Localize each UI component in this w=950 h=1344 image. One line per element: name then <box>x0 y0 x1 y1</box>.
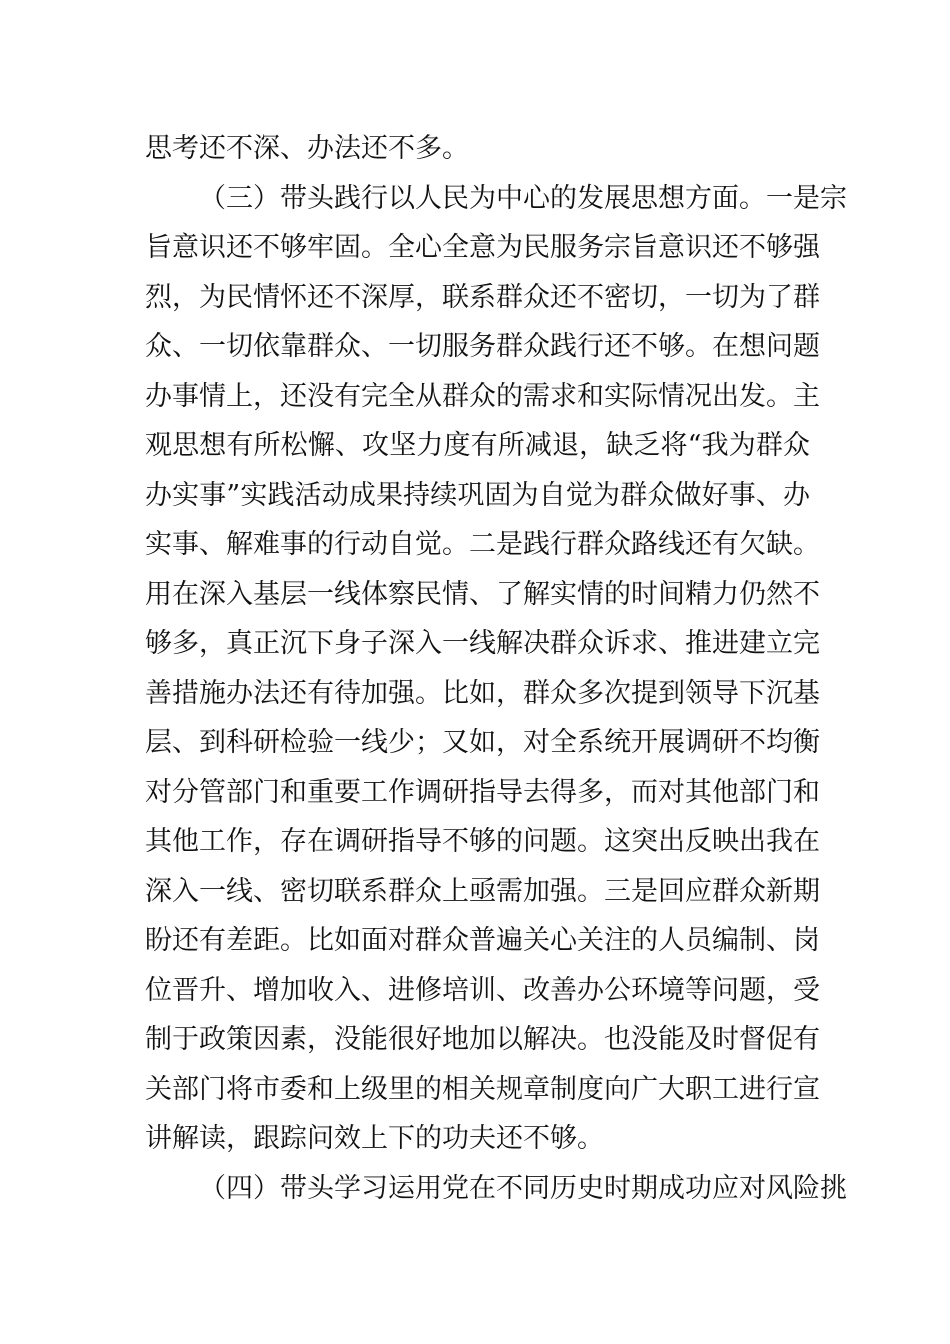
text-line: 够多，真正沉下身子深入一线解决群众诉求、推进建立完 <box>145 628 820 659</box>
text-line: 深入一线、密切联系群众上亟需加强。三是回应群众新期 <box>145 875 820 907</box>
text-line: 实事、解难事的行动自觉。二是践行群众路线还有欠缺。 <box>145 529 820 560</box>
text-line: 思考还不深、办法还不多。 <box>145 133 469 164</box>
body-text <box>145 124 847 1213</box>
text-line: 盼还有差距。比如面对群众普遍关心关注的人员编制、岗 <box>145 925 820 956</box>
text-line: 其他工作，存在调研指导不够的问题。这突出反映出我在 <box>145 826 820 857</box>
text-line: 层、到科研检验一线少；又如，对全系统开展调研不均衡 <box>145 727 820 758</box>
text-line: 对分管部门和重要工作调研指导去得多，而对其他部门和 <box>145 776 820 808</box>
text-line: 众、一切依靠群众、一切服务群众践行还不够。在想问题 <box>145 331 820 362</box>
section-heading-four: （四）带头学习运用党在不同历史时期成功应对风险挑 <box>199 1172 847 1204</box>
section-heading-three: （三）带头践行以人民为中心的发展思想方面。一是宗 <box>199 182 847 214</box>
text-line: 讲解读，跟踪问效上下的功夫还不够。 <box>145 1123 604 1154</box>
text-line: 善措施办法还有待加强。比如，群众多次提到领导下沉基 <box>145 677 820 709</box>
text-line: 制于政策因素，没能很好地加以解决。也没能及时督促有 <box>145 1024 820 1055</box>
text-line: 烈，为民情怀还不深厚，联系群众还不密切，一切为了群 <box>145 281 820 313</box>
text-line: 旨意识还不够牢固。全心全意为民服务宗旨意识还不够强 <box>145 232 820 263</box>
text-line: 关部门将市委和上级里的相关规章制度向广大职工进行宣 <box>145 1073 820 1105</box>
text-line: 办实事”实践活动成果持续巩固为自觉为群众做好事、办 <box>145 479 810 511</box>
text-line: 位晋升、增加收入、进修培训、改善办公环境等问题，受 <box>145 974 820 1006</box>
text-line: 观思想有所松懈、攻坚力度有所减退，缺乏将“我为群众 <box>145 430 810 461</box>
text-line: 办事情上，还没有完全从群众的需求和实际情况出发。主 <box>145 380 820 412</box>
text-line: 用在深入基层一线体察民情、了解实情的时间精力仍然不 <box>145 578 820 610</box>
